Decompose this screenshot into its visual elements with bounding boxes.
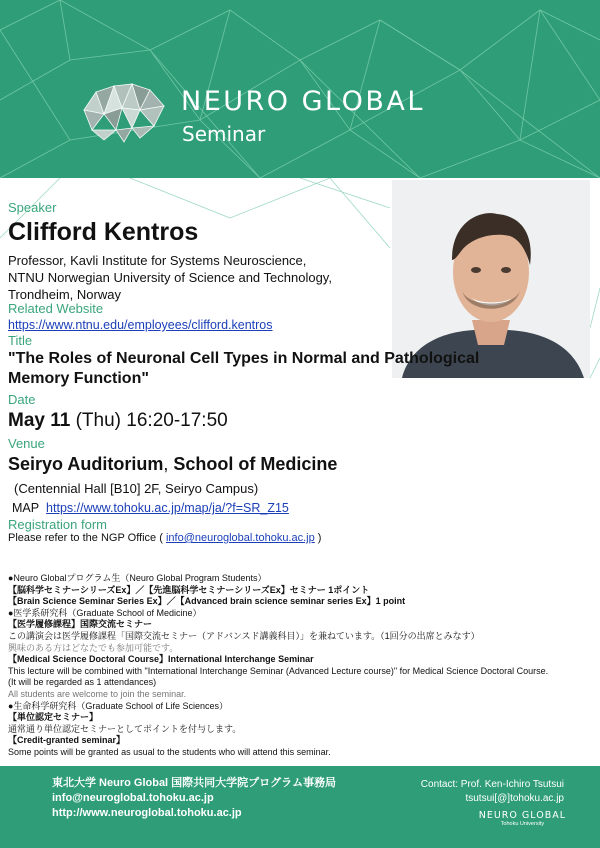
talk-title-line-1: "The Roles of Neuronal Cell Types in Normal and Pathological [8,350,480,367]
venue-label: Venue [8,436,45,451]
note-line: 【脳科学セミナーシリーズEx】／【先進脳科学セミナーシリーズEx】セミナー 1ポイント [8,584,370,595]
venue-separator: , [163,454,169,474]
venue-line [8,454,337,475]
speaker-website-link[interactable]: https://www.ntnu.edu/employees/clifford.kentros [8,318,273,332]
map-line [12,501,289,515]
affiliation-line-1: Professor, Kavli Institute for Systems Neuroscience, [8,253,307,268]
footer-contact-name: Contact: Prof. Ken-Ichiro Tsutsui [420,779,564,790]
footer [0,766,600,848]
date-weekday: (Thu) [75,410,122,431]
footer-office-info [52,776,336,821]
note-line: 【医学履修課程】国際交流セミナー [8,619,153,630]
registration-label: Registration form [8,517,107,532]
title-label: Title [8,333,33,348]
date-day: May 11 [8,410,71,431]
talk-title-line-2: Memory Function" [8,370,149,387]
date-label: Date [8,392,36,407]
speaker-label: Speaker [8,200,57,215]
venue-main: Seiryo Auditorium [8,454,164,474]
brand-title: NEURO GLOBAL [181,86,425,117]
note-line: 【Brain Science Seminar Series Ex】／【Advanced brain science seminar series Ex】1 point [8,596,406,607]
venue-detail: (Centennial Hall [B10] 2F, Seiryo Campus) [14,481,259,496]
note-line: (It will be regarded as 1 attendances) [8,677,157,688]
footer-email[interactable]: info@neuroglobal.tohoku.ac.jp [52,792,214,804]
credit-notes [8,573,598,759]
venue-school: School of Medicine [173,454,338,474]
speaker-affiliation [8,252,332,303]
note-line: ●医学系研究科（Graduate School of Medicine） [8,607,202,618]
registration-email-link[interactable]: info@neuroglobal.tohoku.ac.jp [165,532,315,544]
affiliation-line-3: Trondheim, Norway [8,287,121,302]
footer-logo-name: NEURO GLOBAL [478,810,566,821]
talk-title [8,349,598,389]
note-line: ●Neuro Globalプログラム生（Neuro Global Program Students） [8,573,267,583]
note-line: 【Medical Science Doctoral Course】International Interchange Seminar [8,654,314,665]
registration-text: Please refer to the NGP Office ( [8,532,163,544]
header-banner [0,0,600,178]
date-line [8,410,228,432]
footer-url[interactable]: http://www.neuroglobal.tohoku.ac.jp [52,807,242,819]
note-line: 【単位認定セミナー】 [8,712,99,723]
registration-close: ) [317,532,322,544]
note-line: ●生命科学研究科（Graduate School of Life Sciences） [8,700,229,711]
registration-line [8,532,321,544]
brand-subtitle: Seminar [182,122,266,146]
map-link[interactable]: https://www.tohoku.ac.jp/map/ja/?f=SR_Z15 [46,501,289,515]
date-time: 16:20-17:50 [126,410,228,431]
map-label: MAP [12,501,40,515]
note-line: この講演会は医学履修課程「国際交流セミナー（アドバンスド講義科目）」を兼ねています。（1回分の出席とみなす） [8,630,480,641]
affiliation-line-2: NTNU Norwegian University of Science and Technology, [8,270,332,285]
note-line: 通常通り単位認定セミナーとしてポイントを付与します。 [8,723,242,734]
note-line: 【Credit-granted seminar】 [8,735,126,746]
brain-logo-icon [74,80,174,144]
footer-office-name: 東北大学 Neuro Global 国際共同大学院プログラム事務局 [52,777,337,789]
speaker-name: Clifford Kentros [8,218,199,246]
note-line: Some points will be granted as usual to the students who will attend this seminar. [8,746,331,757]
footer-logo-sub: Tohoku University [500,821,545,827]
note-line: This lecture will be combined with "International Interchange Seminar (Advanced Lecture course)" for Medical Science Doctoral Course. [8,665,549,676]
note-line: 興味のある方はどなたでも参加可能です。 [8,642,179,653]
note-line: All students are welcome to join the seminar. [8,688,187,699]
website-label: Related Website [8,301,104,316]
footer-logo [479,810,566,827]
footer-contact [421,778,564,806]
footer-contact-email: tsutsui[@]tohoku.ac.jp [465,793,564,804]
